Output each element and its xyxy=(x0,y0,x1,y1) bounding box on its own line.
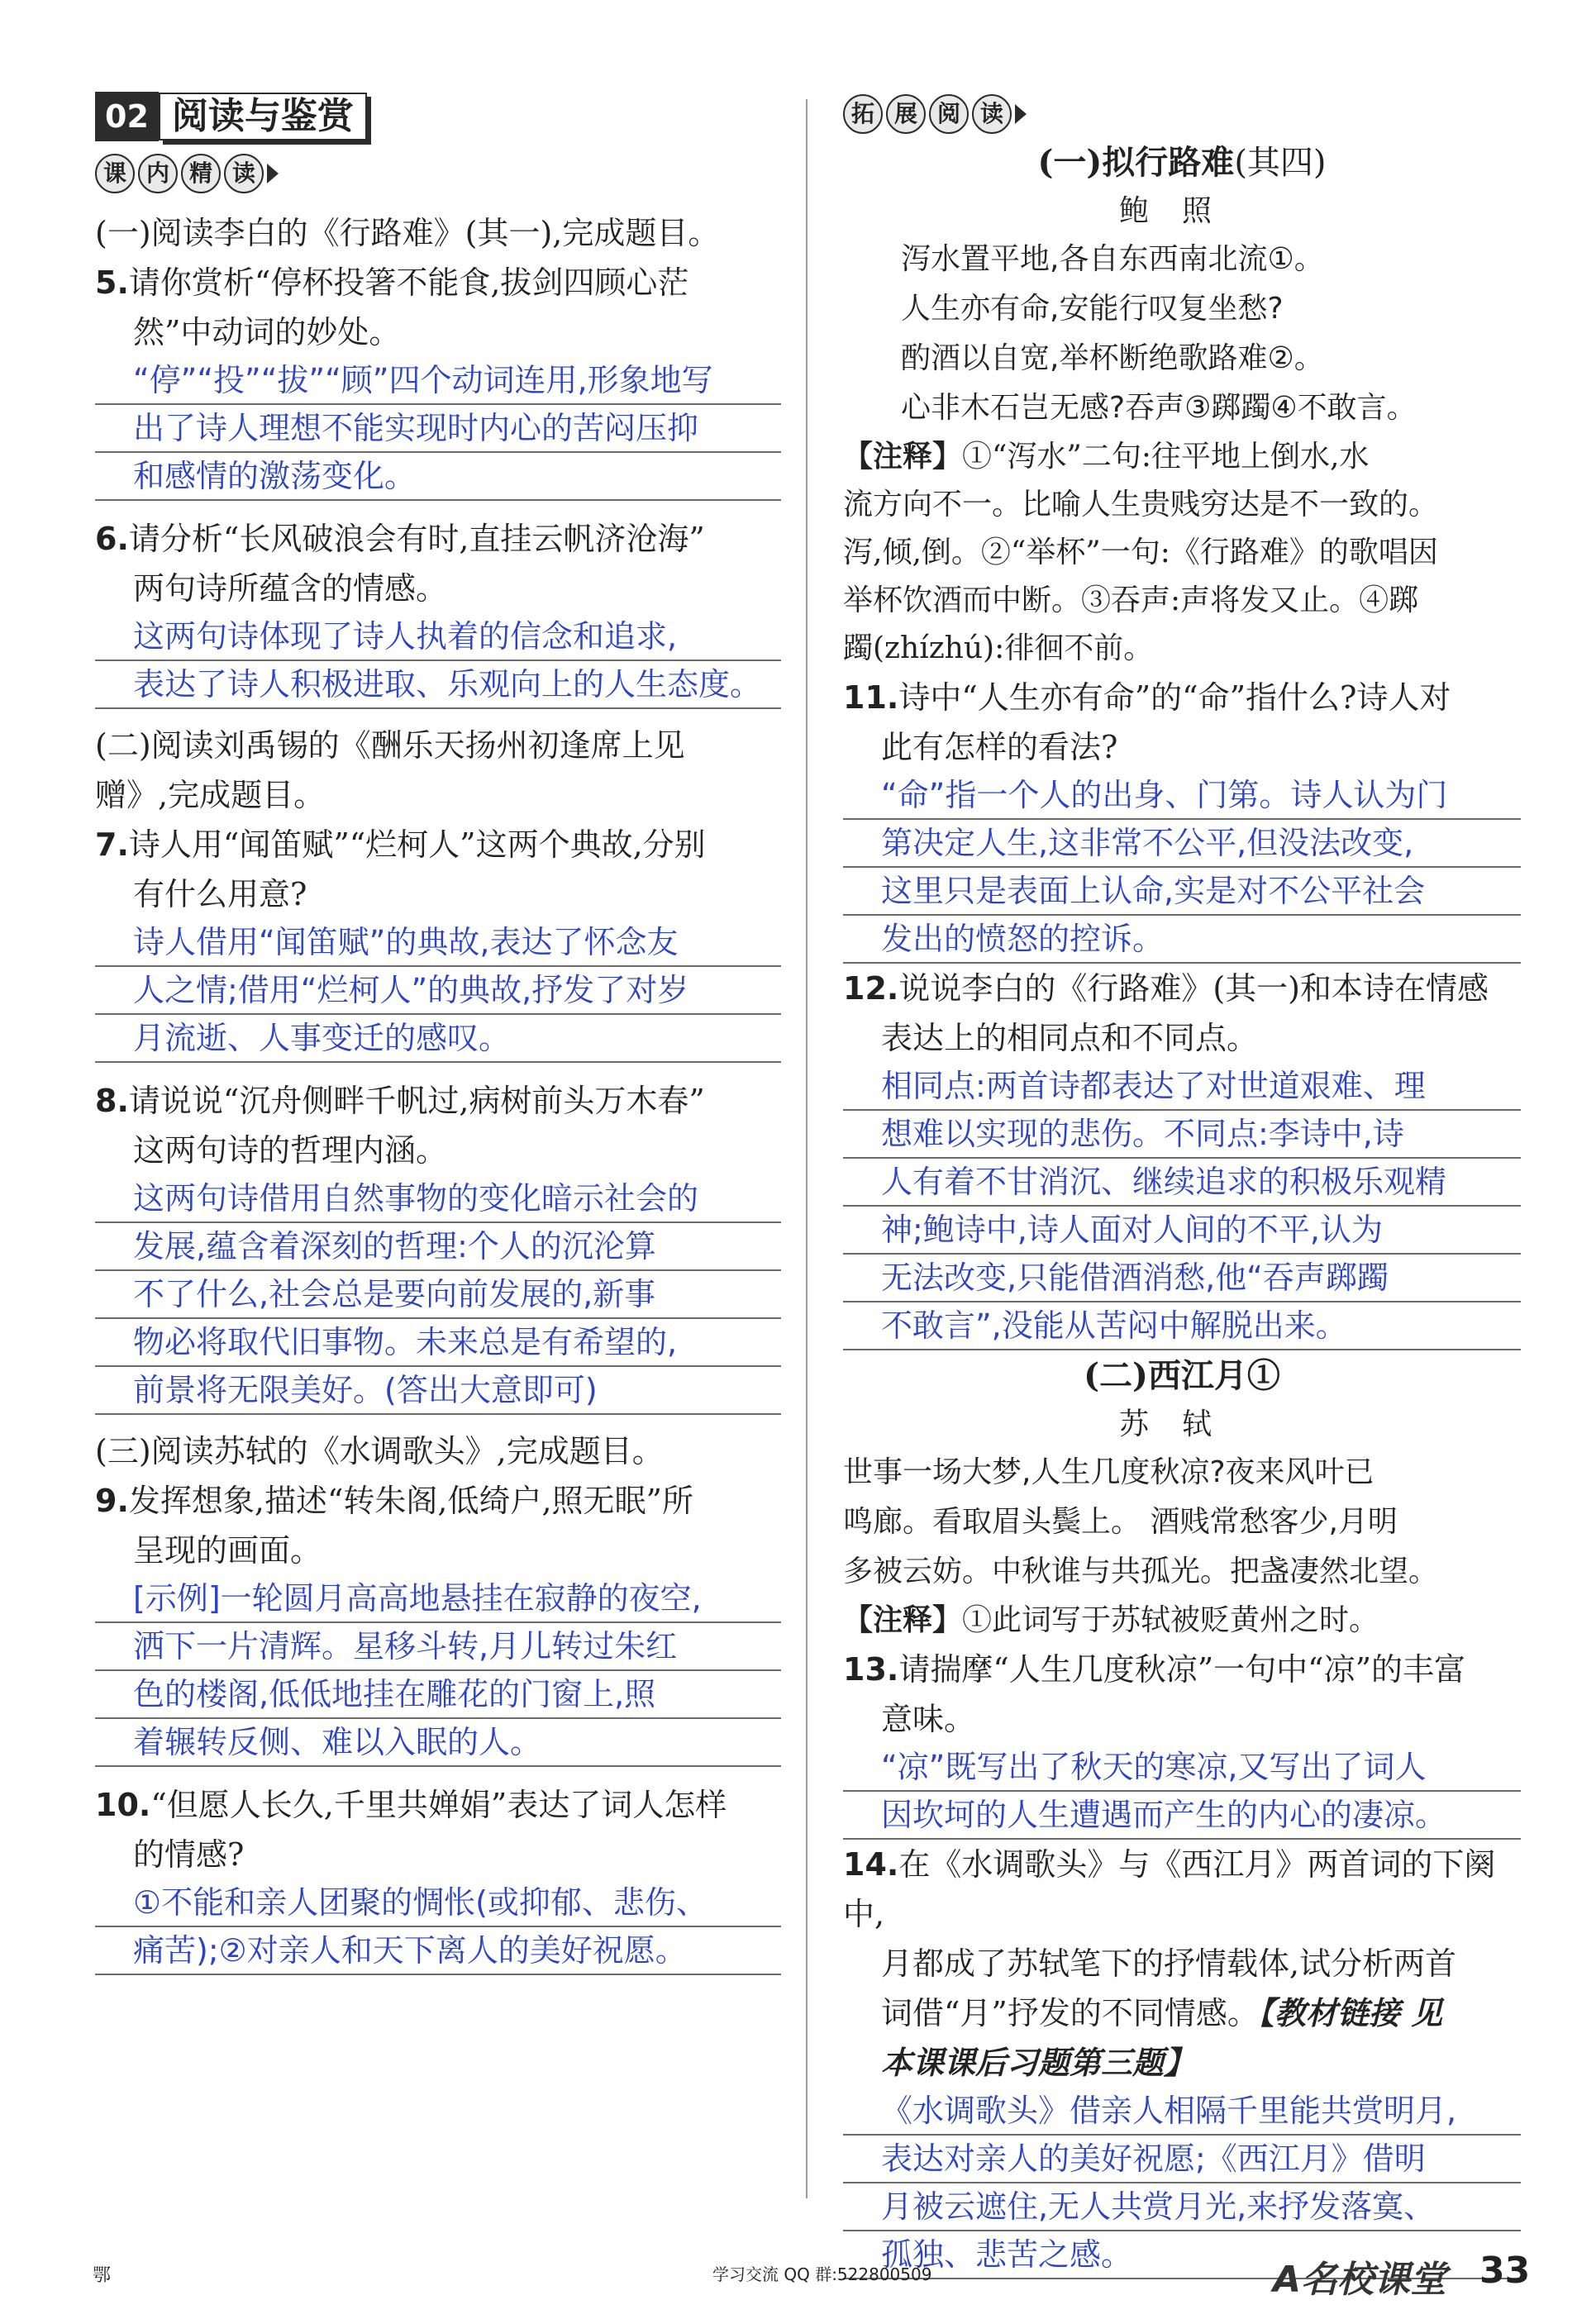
answer-line[interactable]: 月流逝、人事变迁的感叹。 xyxy=(95,1015,781,1063)
answer-line[interactable]: 发出的愤怒的控诉。 xyxy=(843,916,1521,964)
brand-logo: A名校课堂 xyxy=(1273,2259,1447,2301)
answer-line[interactable]: 色的楼阁,低低地挂在雕花的门窗上,照 xyxy=(95,1671,781,1719)
answer-line[interactable]: 孤独、悲苦之感。 xyxy=(843,2231,1521,2279)
left-column xyxy=(95,91,781,1975)
page-footer xyxy=(0,2250,1596,2299)
answer-line[interactable]: 想难以实现的悲伤。不同点:李诗中,诗 xyxy=(843,1111,1521,1159)
answer-line[interactable]: 诗人借用“闻笛赋”的典故,表达了怀念友 xyxy=(95,919,781,967)
answer-line[interactable]: 人之情;借用“烂柯人”的典故,抒发了对岁 xyxy=(95,967,781,1015)
answer-line[interactable]: 洒下一片清辉。星移斗转,月儿转过朱红 xyxy=(95,1623,781,1671)
part2-intro: (二)阅读刘禹锡的《酬乐天扬州初逢席上见 赠》,完成题目。 xyxy=(95,727,685,813)
answer-line[interactable]: 不了什么,社会总是要向前发展的,新事 xyxy=(95,1271,781,1319)
section-title: 阅读与鉴赏 xyxy=(159,93,367,140)
answer-line[interactable]: 第决定人生,这非常不公平,但没法改变, xyxy=(843,820,1521,868)
answer-line[interactable]: 前景将无限美好。(答出大意即可) xyxy=(95,1367,781,1415)
answer-line[interactable]: 表达对亲人的美好祝愿;《西江月》借明 xyxy=(843,2136,1521,2183)
answer-line[interactable]: 这两句诗借用自然事物的变化暗示社会的 xyxy=(95,1175,781,1223)
question-10: 10.“但愿人长久,千里共婵娟”表达了词人怎样 的情感? ①不能和亲人团聚的惆怅(或抑郁、悲伤、 痛苦);②对亲人和天下离人的美好祝愿。 xyxy=(95,1780,781,1975)
answer-line[interactable]: 无法改变,只能借酒消愁,他“吞声踯躅 xyxy=(843,1255,1521,1302)
answer-line[interactable]: 不敢言”,没能从苦闷中解脱出来。 xyxy=(843,1302,1521,1350)
answer-line[interactable]: 相同点:两首诗都表达了对世道艰难、理 xyxy=(843,1063,1521,1111)
answer-line[interactable]: 因坎坷的人生遭遇而产生的内心的凄凉。 xyxy=(843,1792,1521,1840)
question-14: 14.在《水调歌头》与《西江月》两首词的下阕中, 月都成了苏轼笔下的抒情载体,试分析两首 词借“月”抒发的不同情感。【教材链接 见 本课课后习题第三题】 《水调歌头》借亲人相隔千里能共赏明月, 表达对亲人的美好祝愿;《西江月》借明 月被云遮住,无人共赏月光,来抒发落寞、 孤独、悲苦之感。 xyxy=(843,1840,1521,2279)
section-header xyxy=(95,91,781,142)
arrow-icon xyxy=(267,164,279,183)
answer-line[interactable]: “命”指一个人的出身、门第。诗人认为门 xyxy=(843,772,1521,820)
part3-intro: (三)阅读苏轼的《水调歌头》,完成题目。 xyxy=(95,1433,664,1469)
poem2-title: (二)西江月① xyxy=(1084,1356,1280,1395)
answer-line[interactable]: 这里只是表面上认命,实是对不公平社会 xyxy=(843,868,1521,916)
question-13: 13.请揣摩“人生几度秋凉”一句中“凉”的丰富 意味。 “凉”既写出了秋天的寒凉,又写出了词人 因坎坷的人生遭遇而产生的内心的凄凉。 xyxy=(843,1645,1521,1840)
poem1-author: 鲍照 xyxy=(1118,194,1245,228)
column-divider xyxy=(806,99,808,2198)
question-5: 5.请你赏析“停杯投箸不能食,拔剑四顾心茫 然”中动词的妙处。 “停”“投”“拔”“顾”四个动词连用,形象地写 出了诗人理想不能实现时内心的苦闷压抑 和感情的激荡变化。 xyxy=(95,258,781,501)
poem1-body: 泻水置平地,各自东西南北流①。 人生亦有命,安能行叹复坐愁? 酌酒以自宽,举杯断绝歌路难②。 心非木石岂无感?吞声③踯躅④不敢言。 xyxy=(901,242,1417,425)
answer-line[interactable]: 物必将取代旧事物。未来总是有希望的, xyxy=(95,1319,781,1367)
answer-line[interactable]: 《水调歌头》借亲人相隔千里能共赏明月, xyxy=(843,2088,1521,2136)
section-number: 02 xyxy=(95,92,159,141)
textbook-link-tag: 【教材链接 见 xyxy=(1258,1995,1443,2031)
region-mark: 鄂 xyxy=(93,2265,112,2286)
question-8: 8.请说说“沉舟侧畔千帆过,病树前头万木春” 这两句诗的哲理内涵。 这两句诗借用自然事物的变化暗示社会的 发展,蕴含着深刻的哲理:个人的沉沦算 不了什么,社会总是要向前发展的,新事 物必将取代旧事物。未来总是有希望的, 前景将无限美好。(答出大意即可) xyxy=(95,1076,781,1415)
arrow-icon xyxy=(1015,104,1027,124)
qq-group-text: 学习交流 QQ 群:522800509 xyxy=(712,2264,932,2284)
right-column xyxy=(843,91,1521,2279)
answer-line[interactable]: 着辗转反侧、难以入眠的人。 xyxy=(95,1719,781,1767)
poem2-author: 苏轼 xyxy=(1118,1407,1245,1441)
question-9: 9.发挥想象,描述“转朱阁,低绮户,照无眠”所 呈现的画面。 [示例]一轮圆月高高地悬挂在寂静的夜空, 洒下一片清辉。星移斗转,月儿转过朱红 色的楼阁,低低地挂在雕花的门窗上,照 着辗转反侧、难以入眠的人。 xyxy=(95,1476,781,1767)
poem2-body: 世事一场大梦,人生几度秋凉?夜来风叶已 鸣廊。看取眉头鬓上。 酒贱常愁客少,月明 多被云妨。中秋谁与共孤光。把盏凄然北望。 xyxy=(843,1455,1439,1588)
answer-line[interactable]: 表达了诗人积极进取、乐观向上的人生态度。 xyxy=(95,661,781,709)
answer-line[interactable]: “凉”既写出了秋天的寒凉,又写出了词人 xyxy=(843,1744,1521,1792)
poem1-notes: 【注释】①“泻水”二句:往平地上倒水,水 流方向不一。比喻人生贵贱穷达是不一致的。 泻,倾,倒。②“举杯”一句:《行路难》的歌唱因 举杯饮酒而中断。③吞声:声将发又止。④踯 躅(zhízhú):徘徊不前。 xyxy=(843,440,1439,665)
answer-line[interactable]: ①不能和亲人团聚的惆怅(或抑郁、悲伤、 xyxy=(95,1879,781,1927)
answer-line[interactable]: 出了诗人理想不能实现时内心的苦闷压抑 xyxy=(95,405,781,453)
answer-line[interactable]: “停”“投”“拔”“顾”四个动词连用,形象地写 xyxy=(95,357,781,405)
answer-line[interactable]: 发展,蕴含着深刻的哲理:个人的沉沦算 xyxy=(95,1223,781,1271)
question-12: 12.说说李白的《行路难》(其一)和本诗在情感 表达上的相同点和不同点。 相同点:两首诗都表达了对世道艰难、理 想难以实现的悲伤。不同点:李诗中,诗 人有着不甘消沉、继续追求的积极乐观精 神;鲍诗中,诗人面对人间的不平,认为 无法改变,只能借酒消愁,他“吞声踯躅 不敢言”,没能从苦闷中解脱出来。 xyxy=(843,964,1521,1350)
page-number: 33 xyxy=(1479,2250,1531,2292)
question-6: 6.请分析“长风破浪会有时,直挂云帆济沧海” 两句诗所蕴含的情感。 这两句诗体现了诗人执着的信念和追求, 表达了诗人积极进取、乐观向上的人生态度。 xyxy=(95,514,781,709)
answer-line[interactable]: 人有着不甘消沉、继续追求的积极乐观精 xyxy=(843,1159,1521,1207)
poem1-title: (一)拟行路难(其四) xyxy=(1037,143,1327,182)
answer-line[interactable]: 痛苦);②对亲人和天下离人的美好祝愿。 xyxy=(95,1927,781,1975)
part1-intro: (一)阅读李白的《行路难》(其一),完成题目。 xyxy=(95,215,720,251)
in-class-reading-label: 课 内 精 读 xyxy=(95,150,279,197)
answer-line[interactable]: 神;鲍诗中,诗人面对人间的不平,认为 xyxy=(843,1207,1521,1255)
extended-reading-label: 拓 展 阅 读 xyxy=(843,91,1027,137)
question-11: 11.诗中“人生亦有命”的“命”指什么?诗人对 此有怎样的看法? “命”指一个人的出身、门第。诗人认为门 第决定人生,这非常不公平,但没法改变, 这里只是表面上认命,实是对不公平社会 发出的愤怒的控诉。 xyxy=(843,673,1521,964)
question-7: 7.诗人用“闻笛赋”“烂柯人”这两个典故,分别 有什么用意? 诗人借用“闻笛赋”的典故,表达了怀念友 人之情;借用“烂柯人”的典故,抒发了对岁 月流逝、人事变迁的感叹。 xyxy=(95,820,781,1063)
answer-line[interactable]: 和感情的激荡变化。 xyxy=(95,453,781,501)
answer-line[interactable]: [示例]一轮圆月高高地悬挂在寂静的夜空, xyxy=(95,1575,781,1623)
poem2-notes: 【注释】①此词写于苏轼被贬黄州之时。 xyxy=(843,1603,1379,1637)
answer-line[interactable]: 月被云遮住,无人共赏月光,来抒发落寞、 xyxy=(843,2183,1521,2231)
answer-line[interactable]: 这两句诗体现了诗人执着的信念和追求, xyxy=(95,613,781,661)
